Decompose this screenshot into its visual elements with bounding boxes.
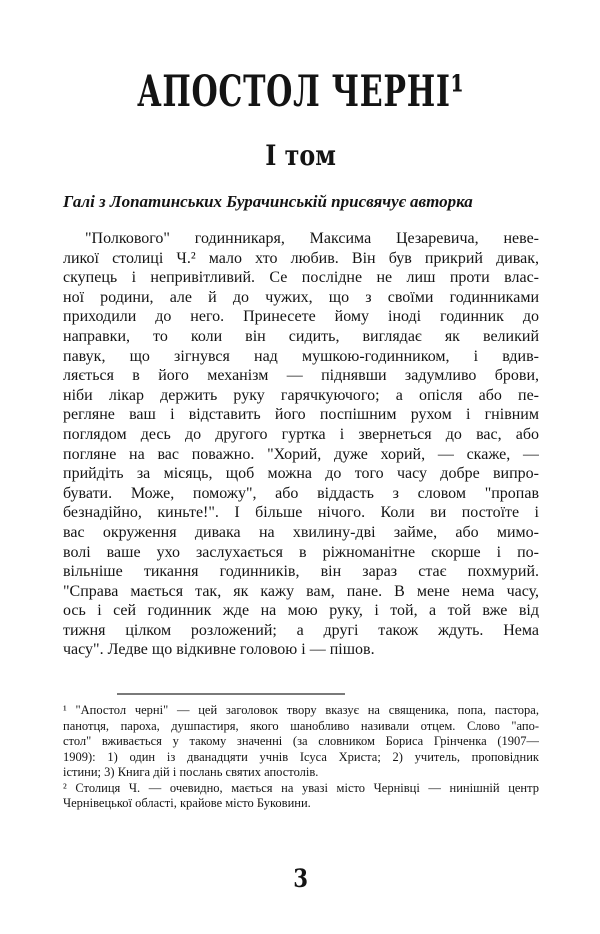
body-line: вільніше тикання годинників, він зараз стає похмурий. <box>63 563 539 581</box>
body-line: "Полкового" годинникаря, Максима Цезаревича, неве- <box>85 230 539 247</box>
page-title <box>63 67 539 117</box>
body-line: бувати. Може, поможу", або віддасть з словом "пропав <box>63 484 539 502</box>
body-line: погляне на вас поважно. "Хорий, дуже хорий, — скаже, — <box>63 445 539 463</box>
body-paragraph <box>63 229 539 660</box>
body-line: приходили до него. Принесете йому іноді годинник до <box>63 308 539 326</box>
body-line: ної родини, але й до чужих, що з своїми годинниками <box>63 288 539 306</box>
body-line: тижня цілком розложений; а другі також ждуть. Нема <box>63 621 539 639</box>
body-line: прийдіть за місяць, щоб можна до того часу добре випро- <box>63 465 539 483</box>
body-line: направки, то коли він сидить, виглядає як великий <box>63 327 539 345</box>
body-line: поглядом десь до другого гуртка і звернеться до вас, або <box>63 425 539 443</box>
title-text: АПОСТОЛ ЧЕРНІ¹ <box>137 67 465 117</box>
footnote-separator <box>117 693 345 695</box>
footnote-line: Чернівецької області, крайове місто Буковини. <box>63 796 311 811</box>
footnote-2 <box>63 781 539 812</box>
footnote-line: ¹ "Апостол черні" — цей заголовок твору вказує на священика, попа, пастора, <box>63 703 539 718</box>
volume-text: І том <box>265 139 337 172</box>
page-number: 3 <box>293 863 309 893</box>
body-line: часу". Ледве що відкивне головою і — пішов. <box>63 641 375 659</box>
body-line: вас окруження дивака на хвилину-дві займе, або мимо- <box>63 523 539 541</box>
body-line: ляється в його механізм — піднявши задумливо брови, <box>63 367 539 385</box>
body-line: скупець і непривітливий. Се послідне не лиш проти влас- <box>63 269 539 287</box>
body-line: павук, що зігнувся над мушкою-годинником, і вдив- <box>63 347 539 365</box>
footnote-line: стол" вживається у такому значенні (за словником Бориса Грінченка (1907— <box>63 734 539 749</box>
body-line: регляне ваш і відставить його поспішним рухом і гнівним <box>63 406 539 424</box>
footnote-line: істини; 3) Книга дій і послань святих апостолів. <box>63 765 319 780</box>
body-line: безнадійно, киньте!". І більше нічого. Коли ви постоїте і <box>63 504 539 522</box>
footnotes-block <box>63 703 539 812</box>
body-line: "Справа мається так, як кажу вам, пане. В мене нема часу, <box>63 582 539 600</box>
footnote-1 <box>63 703 539 781</box>
page-footer <box>63 863 539 893</box>
footnote-line: ² Столиця Ч. — очевидно, мається на увазі місто Чернівці — нинішній центр <box>63 780 539 795</box>
body-line: волі ваше ухо заслухається в ріжноманітне скорше і по- <box>63 543 539 561</box>
volume-heading <box>63 141 539 171</box>
body-line: ликої столиці Ч.² мало хто любив. Він був прикрий дивак, <box>63 249 539 267</box>
footnote-line: панотця, пароха, душпастиря, якого шанобливо називали отцем. Слово "апо- <box>63 718 539 733</box>
body-line: ось і сей годинник жде на мою руку, і той, а той вже від <box>63 602 539 620</box>
body-line: ніби лікар держить руку гарячкуючого; а опісля або пе- <box>63 386 539 404</box>
dedication-line: Галі з Лопатинських Бурачинській присвячує авторка <box>63 192 473 211</box>
footnote-line: 1909): 1) один із дванадцяти учнів Ісуса Христа; 2) учитель, проповідник <box>63 749 539 764</box>
